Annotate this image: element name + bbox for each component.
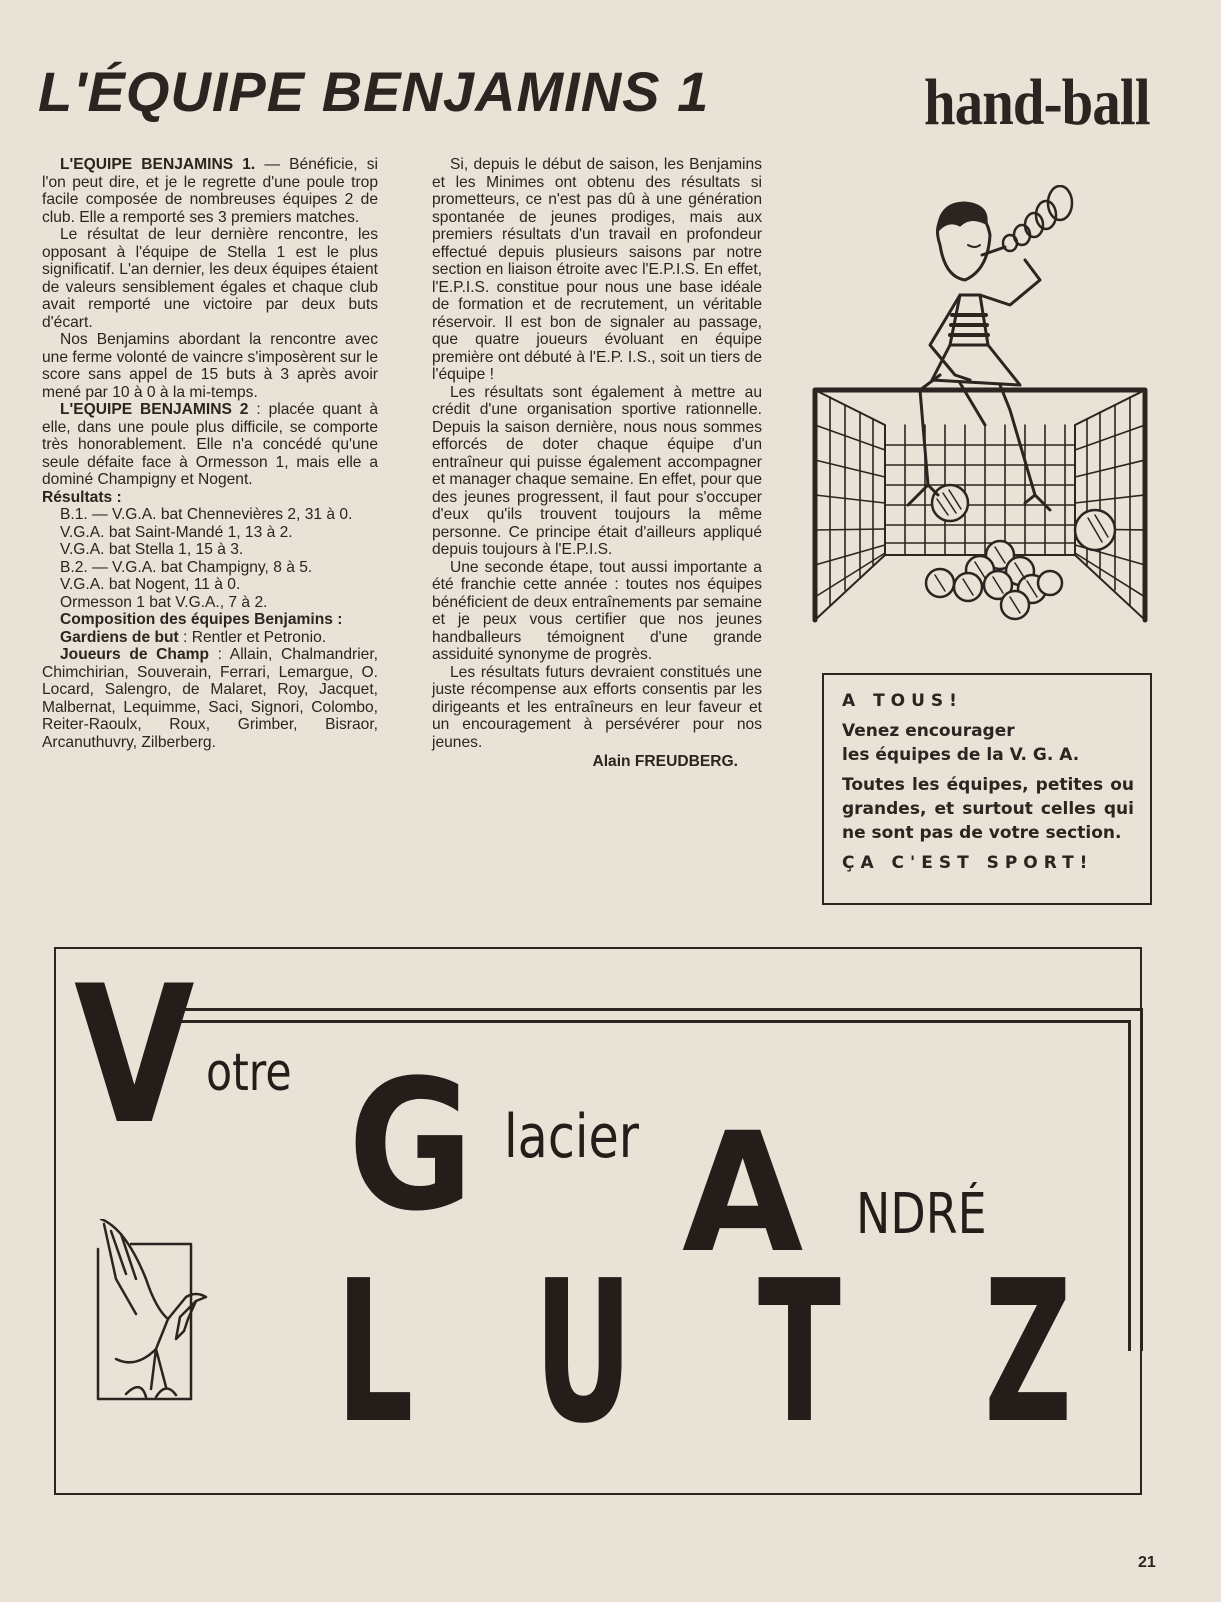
announcement-heading: A TOUS! [842, 691, 963, 711]
paragraph: L'EQUIPE BENJAMINS 2 : placée quant à elle, dans une poule plus difficile, se comporte très honorablement. Elle n'a concédé qu'une seule défaite face à Ormesson 1, mais elle a dominé Champigny et Nogent. [42, 401, 378, 488]
article-column-1 [42, 156, 378, 751]
section-heading: hand-ball [924, 66, 1150, 139]
paragraph: Nos Benjamins abordant la rencontre avec une ferme volonté de vaincre s'imposèrent sur le score sans appel de 15 buts à 3 après avoir mené par 10 à 0 à la mi-temps. [42, 331, 378, 401]
author-signature: Alain FREUDBERG. [592, 753, 738, 770]
page-number: 21 [1138, 1554, 1156, 1571]
ad-letter-lutz: Z [984, 1239, 1073, 1467]
ad-letter-g: G [348, 1042, 474, 1251]
goalkeepers: Gardiens de but : Rentler et Petronio. [60, 628, 327, 646]
result-line: B.1. — V.G.A. bat Chennevières 2, 31 à 0. [60, 506, 353, 523]
advertisement [54, 947, 1142, 1495]
ad-letter-lutz: L [336, 1239, 414, 1467]
ad-letter-v: V [74, 945, 195, 1166]
team-heading: L'EQUIPE BENJAMINS 2 [60, 401, 249, 418]
paragraph: Les résultats futurs devraient constitués une juste récompense aux efforts consentis par les dirigeants et les entraîneurs en leur faveur et un encouragement à persévérer pour nos jeunes. [432, 663, 762, 751]
field-players: Joueurs de Champ : Allain, Chalmandrier, Chimchirian, Souverain, Ferrari, Lemargue, O. Locard, Salengro, de Malaret, Roy, Jacquet, Malbernat, Lequimme, Saci, Signori, Colombo, Reiter-Raoulx, Roux, Grimber, Bisraor, Arcanuthuvry, Zilberberg. [42, 646, 379, 751]
paragraph: L'EQUIPE BENJAMINS 1. — Bénéficie, si l'on peut dire, et je le regrette d'une poule trop facile composée de nombreuses équipes 2 de club. Elle a remporté ses 3 premiers matches. [42, 156, 378, 226]
announcement-line: Venez encourager [842, 721, 1015, 741]
paragraph: Une seconde étape, tout aussi importante a été franchie cette année : toutes nos équipes bénéficient de deux entraînements par semaine et je peux vous certifier que nos jeunes handballeurs témoignent d'une grande assiduité synonyme de progrès. [432, 558, 762, 663]
composition-label: Composition des équipes Benjamins : [60, 611, 343, 628]
announcement-line: Toutes les équipes, petites ou grandes, et surtout celles qui ne sont pas de votre section. [842, 775, 1134, 843]
ad-letter-a: A [682, 1097, 804, 1289]
result-line: V.G.A. bat Saint-Mandé 1, 13 à 2. [60, 523, 293, 541]
result-line: B.2. — V.G.A. bat Champigny, 8 à 5. [60, 558, 313, 576]
announcement-box [822, 673, 1152, 905]
ad-word-otre: otre [206, 1043, 292, 1103]
ad-word-lacier: lacier [504, 1102, 640, 1172]
ad-letter-lutz: T [758, 1239, 841, 1467]
announcement-slogan: ÇA C'EST SPORT! [842, 853, 1094, 873]
result-line: V.G.A. bat Nogent, 11 à 0. [60, 576, 241, 593]
article-column-2 [432, 156, 762, 771]
team-heading: L'EQUIPE BENJAMINS 1. [60, 156, 256, 173]
result-line: V.G.A. bat Stella 1, 15 à 3. [60, 541, 244, 558]
paragraph: Les résultats sont également à mettre au crédit d'une organisation sportive rationnelle. Depuis la saison dernière, nous nous sommes efforcés de doter chaque équipe d'un entraîneur qui puisse également accompagner et manager chaque semaine. En effet, pour que des jeunes progressent, il faut pour s'occuper d'eux qu'ils trouvent toujours la même personne. Ce principe était d'ailleurs appliqué depuis toujours à l'E.P.I.S. [432, 383, 763, 558]
results-label: Résultats : [42, 488, 122, 506]
paragraph: Le résultat de leur dernière rencontre, les opposant à l'équipe de Stella 1 est le plus significatif. L'an dernier, les deux équipes étaient de valeurs sensiblement égales et chaque club avait remporté une victoire par deux buts d'écart. [42, 226, 378, 331]
article-title: L'ÉQUIPE BENJAMINS 1 [38, 60, 710, 123]
paragraph: Si, depuis le début de saison, les Benjamins et les Minimes ont obtenu des résultats si prometteurs, ce n'est pas dû à une génération spontanée de jeunes prodiges, mais aux premiers résultats d'un travail en profondeur effectué depuis plusieurs saisons par notre section en liaison étroite avec l'E.P.I.S. En effet, l'E.P.I.S. constitue pour nous une base idéale de formation et de recrutement, un véritable réservoir. Il est bon de signaler au passage, que quatre joueurs évoluant en équipe première ont débuté à l'E.P. I.S., soit un tiers de l'équipe ! [432, 156, 762, 383]
announcement-line: les équipes de la V. G. A. [842, 745, 1080, 765]
handball-goalkeeper-illustration [810, 185, 1150, 625]
result-line: Ormesson 1 bat V.G.A., 7 à 2. [60, 593, 268, 611]
ad-letter-lutz: U [534, 1239, 633, 1467]
stork-illustration [96, 1219, 216, 1409]
ad-word-ndre: NDRÉ [856, 1182, 987, 1247]
